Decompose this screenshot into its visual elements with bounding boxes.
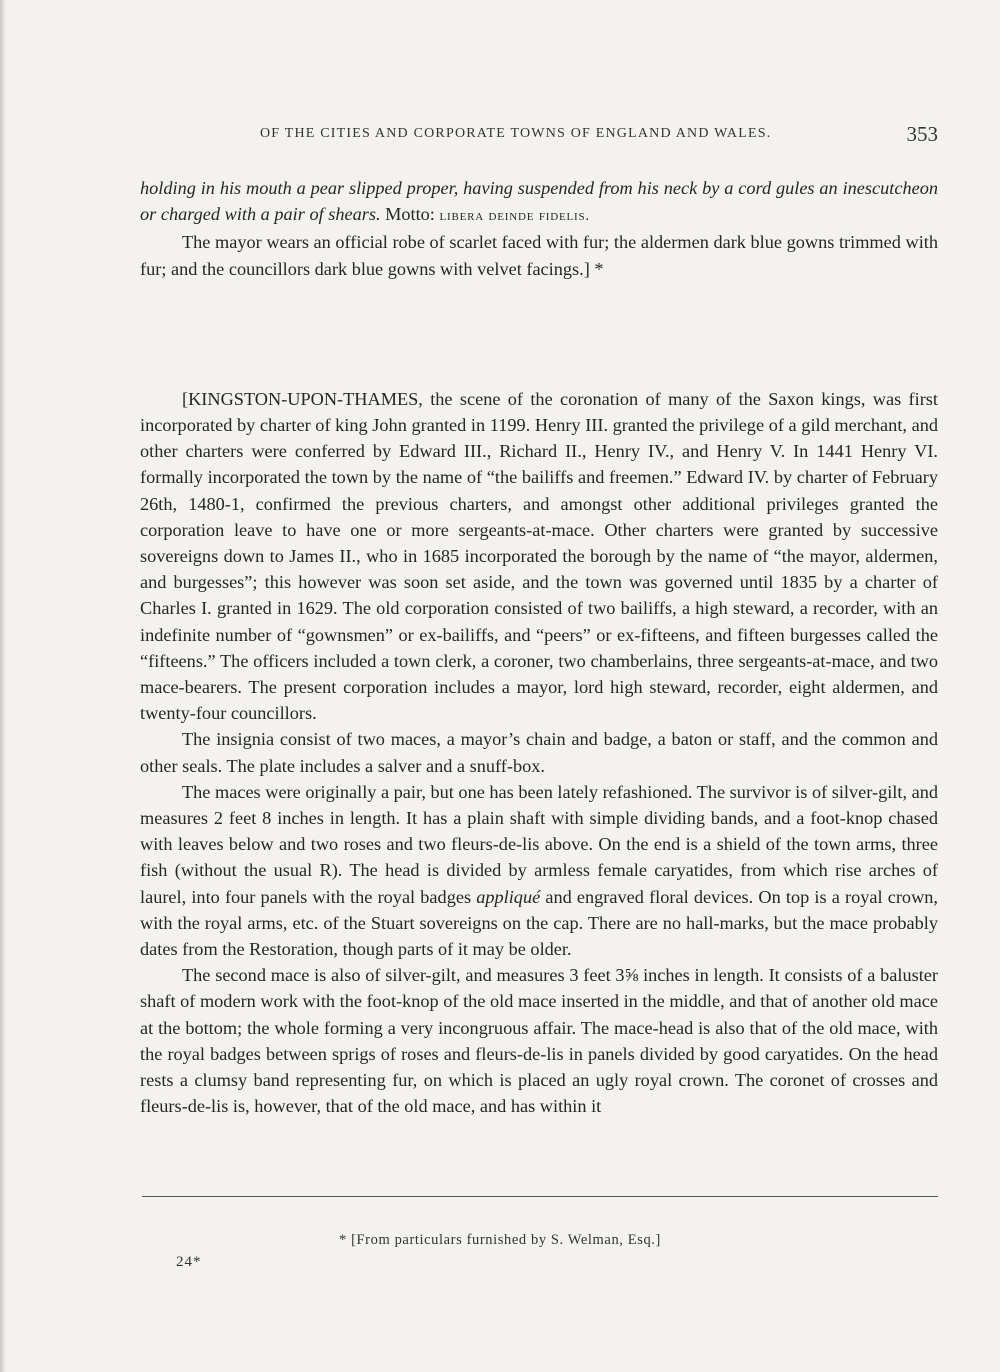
signature-mark: 24* [176,1254,202,1270]
page-edge-shadow [0,0,6,1372]
first-mace-text-b: and engraved floral devices. On top is a royal crown, with the royal arms, etc. of the Stuart sovereigns on the cap. There are no hall-marks, but the mace probably dates from the Restoration, though parts of it may be older. [140,886,938,960]
paragraph-kingston-history: [KINGSTON-UPON-THAMES, the scene of the coronation of many of the Saxon kings, was first incorporated by charter of king John granted in 1199. Henry III. granted the privilege of a gild merchant, and other charters were conferred by Edward III., Richard II., Henry IV., and Henry V. In 1441 Henry VI. formally incorporated the town by the name of “the bailiffs and freemen.” Edward IV. by charter of February 26th, 1480-1, confirmed the previous charters, and amongst other additional privileges granted the corporation leave to have one or more sergeants-at-mace. Other charters were granted by successive sovereigns down to James II., who in 1685 incorporated the borough by the name of “the mayor, aldermen, and burgesses”; this however was soon set aside, and the town was governed until 1835 by a charter of Charles I. granted in 1629. The old corporation consisted of two bailiffs, a high steward, a recorder, with an indefinite number of “gownsmen” or ex-bailiffs, and “peers” or ex-fifteens, and fifteen burgesses called the “fifteens.” The officers included a town clerk, a coroner, two chamberlains, three sergeants-at-mace, and two mace-bearers. The present corporation includes a mayor, lord high steward, recorder, eight aldermen, and twenty-four councillors. [140,388,938,724]
running-title: OF THE CITIES AND CORPORATE TOWNS OF ENGLAND AND WALES. [260,126,772,141]
section-gap [140,282,938,386]
footnote-rule [142,1196,938,1197]
running-head [140,122,940,150]
first-mace-italic: appliqué [476,886,541,907]
footnote: * [From particulars furnished by S. Welman, Esq.] [339,1232,661,1248]
paragraph-robes: The mayor wears an official robe of scarlet faced with fur; the aldermen dark blue gowns trimmed with fur; and the councillors dark blue gowns with velvet facings.] * [140,232,938,279]
paragraph-first-mace [140,779,938,962]
page-number: 353 [906,122,938,146]
motto-text: libera deinde fidelis. [439,208,590,225]
blazon-text: holding in his mouth a pear slipped proper, having suspended from his neck by a cord gules an inescutcheon or charged with a pair of shears. [140,178,938,225]
paragraph-insignia: The insignia consist of two maces, a mayor’s chain and badge, a baton or staff, and the common and other seals. The plate includes a salver and a snuff-box. [140,729,938,776]
motto-label: Motto: [380,204,440,225]
body-text [140,175,938,1120]
paragraph-second-mace: The second mace is also of silver-gilt, and measures 3 feet 3⅝ inches in length. It consists of a baluster shaft of modern work with the foot-knop of the old mace inserted in the middle, and that of another old mace at the bottom; the whole forming a very incongruous affair. The mace-head is also that of the old mace, with the royal badges between sprigs of roses and fleurs-de-lis in panels divided by good caryatides. On the head rests a clumsy band representing fur, on which is placed an ugly royal crown. The coronet of crosses and fleurs-de-lis is, however, that of the old mace, and has within it [140,965,938,1117]
paragraph-arms-continued [140,175,938,229]
first-mace-text-a: The maces were originally a pair, but one has been lately refashioned. The survivor is of silver-gilt, and measures 2 feet 8 inches in length. It has a plain shaft with simple dividing bands, and a foot-knop chased with leaves below and two roses and two fleurs-de-lis above. On the end is a shield of the town arms, three fish (without the usual R). The head is divided by armless female caryatides, from which rise arches of laurel, into four panels with the royal badges [140,781,938,907]
